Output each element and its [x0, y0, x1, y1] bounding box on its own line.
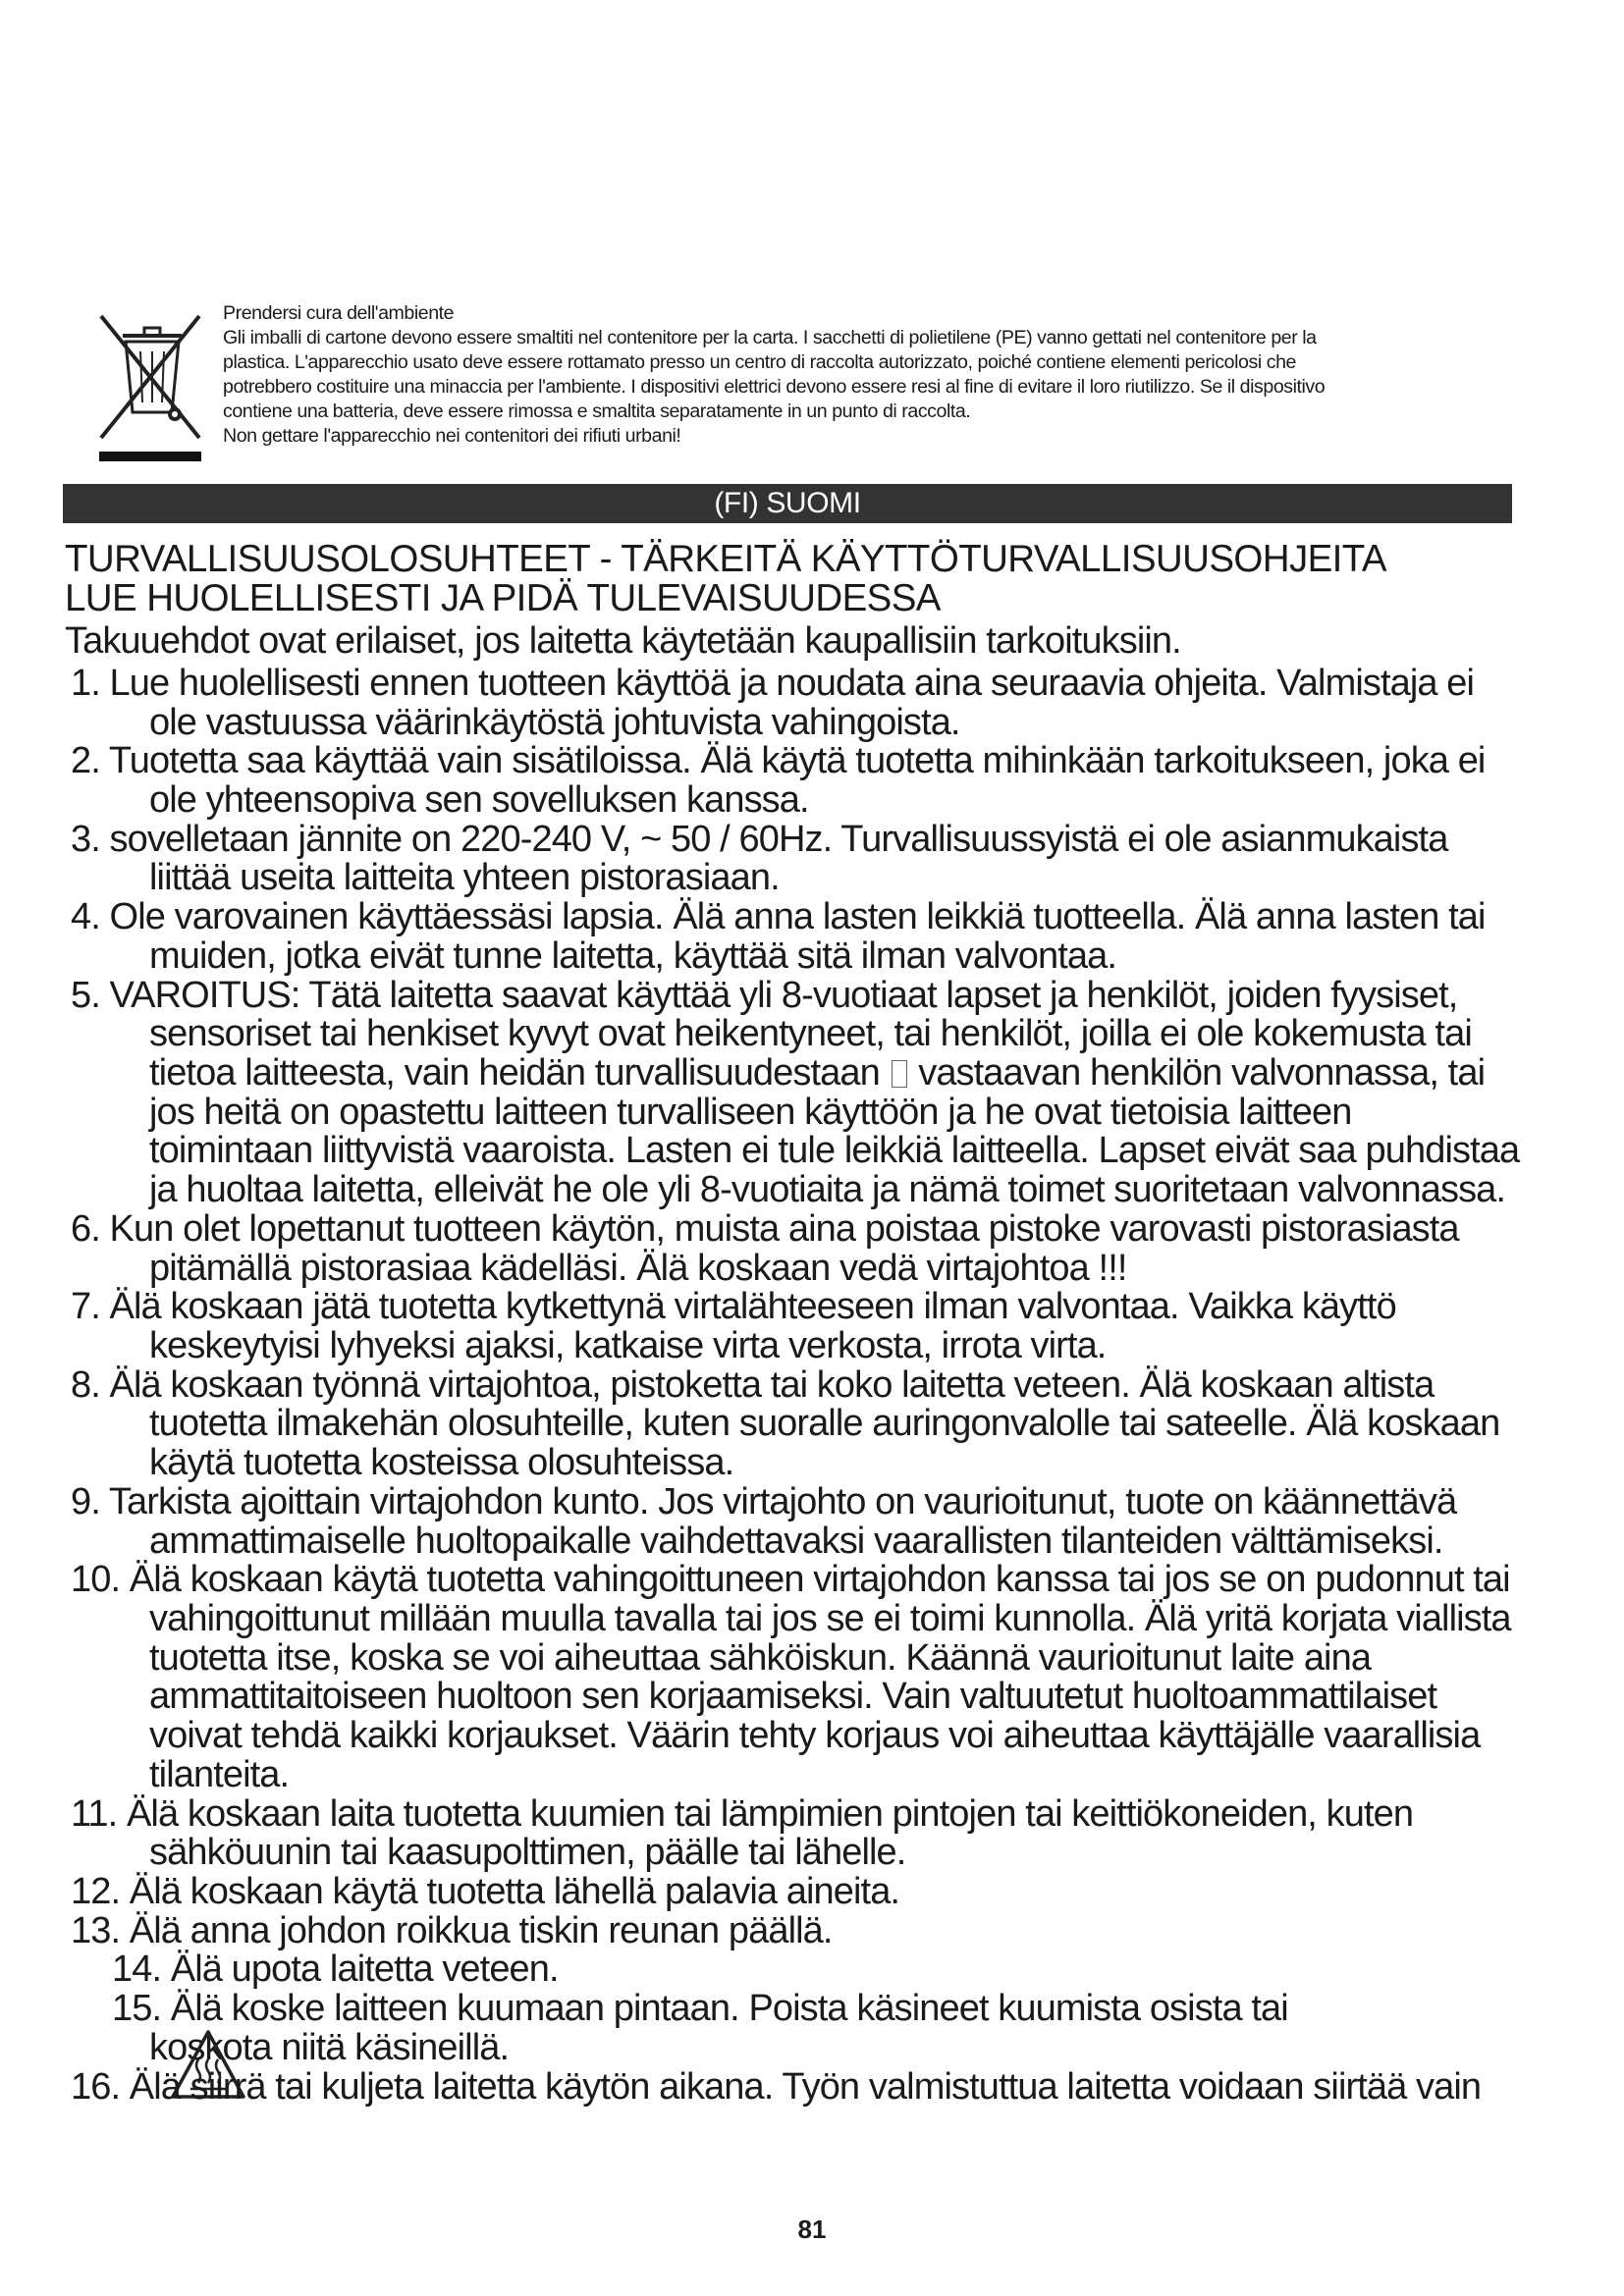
- instruction-line: 10. Älä koskaan käytä tuotetta vahingoittuneen virtajohdon kanssa tai jos se on pudonnut tai: [71, 1559, 1510, 1600]
- instruction-line: muiden, jotka eivät tunne laitetta, käyttää sitä ilman valvontaa.: [149, 935, 1116, 977]
- instruction-line: toimintaan liittyvistä vaaroista. Lasten ei tule leikkiä laitteella. Lapset eivät saa puhdistaa: [149, 1130, 1520, 1171]
- instruction-line: ole yhteensopiva sen sovelluksen kanssa.: [149, 779, 809, 821]
- instruction-line: tuotetta itse, koska se voi aiheuttaa sähköiskun. Käännä vaurioitunut laite aina: [149, 1637, 1372, 1679]
- eco-line: Non gettare l'apparecchio nei contenitori dei rifiuti urbani!: [223, 425, 681, 447]
- intro-text: Takuuehdot ovat erilaiset, jos laitetta käytetään kaupallisiin tarkoituksiin.: [65, 620, 1181, 662]
- instruction-line: ja huoltaa laitetta, elleivät he ole yli 8-vuotiaita ja nämä toimet suoritetaan valvonnassa.: [149, 1169, 1506, 1210]
- instruction-line: 14. Älä upota laitetta veteen.: [112, 1949, 559, 1990]
- instruction-line: vahingoittunut millään muulla tavalla tai jos se ei toimi kunnolla. Älä yritä korjata viallista: [149, 1598, 1511, 1639]
- crossed-out-wheelie-bin-icon: [93, 294, 206, 461]
- instruction-line: 5. VAROITUS: Tätä laitetta saavat käyttää yli 8-vuotiaat lapset ja henkilöt, joiden fyysiset,: [71, 975, 1458, 1016]
- page-number: 81: [797, 2215, 827, 2244]
- instruction-line: voivat tehdä kaikki korjaukset. Väärin tehty korjaus voi aiheuttaa käyttäjälle vaarallisia: [149, 1715, 1481, 1756]
- instruction-line: 7. Älä koskaan jätä tuotetta kytkettynä virtalähteeseen ilman valvontaa. Vaikka käyttö: [71, 1286, 1396, 1327]
- section-heading: TURVALLISUUSOLOSUHTEET - TÄRKEITÄ KÄYTTÖTURVALLISUUSOHJEITA: [65, 538, 1386, 580]
- instruction-line: 3. sovelletaan jännite on 220-240 V, ~ 50 / 60Hz. Turvallisuussyistä ei ole asianmukaista: [71, 819, 1448, 860]
- instruction-fragment: tietoa laitteesta, vain heidän turvallisuudestaan: [149, 1052, 880, 1094]
- instruction-line: 8. Älä koskaan työnnä virtajohtoa, pistoketta tai koko laitetta veteen. Älä koskaan altista: [71, 1364, 1435, 1406]
- instruction-line: käytä tuotetta kosteissa olosuhteissa.: [149, 1442, 734, 1483]
- instruction-line: 4. Ole varovainen käyttäessäsi lapsia. Älä anna lasten leikkiä tuotteella. Älä anna lasten tai: [71, 896, 1486, 937]
- instruction-line: [149, 1053, 1485, 1093]
- instruction-line: ole vastuussa väärinkäytöstä johtuvista vahingoista.: [149, 702, 960, 743]
- instruction-line: ammattitaitoiseen huoltoon sen korjaamiseksi. Vain valtuutetut huoltoammattilaiset: [149, 1676, 1437, 1717]
- eco-title: Prendersi cura dell'ambiente: [223, 302, 455, 324]
- eco-line: plastica. L'apparecchio usato deve essere rottamato presso un centro di raccolta autorizzato, poiché contiene elementi pericolosi che: [223, 351, 1296, 373]
- language-section-bar: (FI) SUOMI: [63, 484, 1512, 523]
- instruction-line: tilanteita.: [149, 1754, 290, 1795]
- instruction-line: pitämällä pistorasiaa kädelläsi. Älä koskaan vedä virtajohtoa !!!: [149, 1248, 1127, 1289]
- instruction-line: 13. Älä anna johdon roikkua tiskin reunan päällä.: [71, 1910, 833, 1951]
- instruction-line: 9. Tarkista ajoittain virtajohdon kunto. Jos virtajohto on vaurioitunut, tuote on käännettävä: [71, 1481, 1457, 1522]
- instruction-line: 12. Älä koskaan käytä tuotetta lähellä palavia aineita.: [71, 1871, 900, 1912]
- instruction-line: liittää useita laitteita yhteen pistorasiaan.: [149, 857, 780, 898]
- instruction-line: koskota niitä käsineillä.: [149, 2027, 510, 2068]
- instruction-line: 15. Älä koske laitteen kuumaan pintaan. Poista käsineet kuumista osista tai: [112, 1988, 1288, 2029]
- instruction-line: 16. Älä siirrä tai kuljeta laitetta käytön aikana. Työn valmistuttua laitetta voidaan siirtää vain: [71, 2066, 1482, 2108]
- instruction-line: keskeytyisi lyhyeksi ajaksi, katkaise virta verkosta, irrota virta.: [149, 1325, 1107, 1366]
- section-heading: LUE HUOLELLISESTI JA PIDÄ TULEVAISUUDESSA: [65, 577, 941, 619]
- instruction-line: 11. Älä koskaan laita tuotetta kuumien tai lämpimien pintojen tai keittiökoneiden, kuten: [71, 1793, 1414, 1835]
- instruction-line: 2. Tuotetta saa käyttää vain sisätiloissa. Älä käytä tuotetta mihinkään tarkoitukseen, joka ei: [71, 740, 1486, 781]
- instruction-line: 1. Lue huolellisesti ennen tuotteen käyttöä ja noudata aina seuraavia ohjeita. Valmistaja ei: [71, 663, 1475, 704]
- instruction-line: sensoriset tai henkiset kyvyt ovat heikentyneet, tai henkilöt, joilla ei ole kokemusta tai: [149, 1013, 1472, 1054]
- eco-line: contiene una batteria, deve essere rimossa e smaltita separatamente in un punto di raccolta.: [223, 400, 971, 422]
- instruction-line: 6. Kun olet lopettanut tuotteen käytön, muista aina poistaa pistoke varovasti pistorasiasta: [71, 1208, 1459, 1250]
- missing-glyph-icon: [892, 1060, 907, 1088]
- instruction-line: tuotetta ilmakehän olosuhteille, kuten suoralle auringonvalolle tai sateelle. Älä koskaan: [149, 1403, 1500, 1444]
- instruction-fragment: vastaavan henkilön valvonnassa, tai: [918, 1052, 1486, 1094]
- instruction-line: ammattimaiselle huoltopaikalle vaihdettavaksi vaarallisten tilanteiden välttämiseksi.: [149, 1521, 1443, 1562]
- eco-line: potrebbero costituire una minaccia per l'ambiente. I dispositivi elettrici devono essere resi al fine di evitare il loro riutilizzo. Se il dispositivo: [223, 376, 1326, 398]
- eco-line: Gli imballi di cartone devono essere smaltiti nel contenitore per la carta. I sacchetti di polietilene (PE) vanno gettati nel contenitore per la: [223, 327, 1317, 348]
- instruction-line: jos heitä on opastettu laitteen turvalliseen käyttöön ja he ovat tietoisia laitteen: [149, 1092, 1352, 1133]
- instruction-line: sähköuunin tai kaasupolttimen, päälle tai lähelle.: [149, 1832, 906, 1873]
